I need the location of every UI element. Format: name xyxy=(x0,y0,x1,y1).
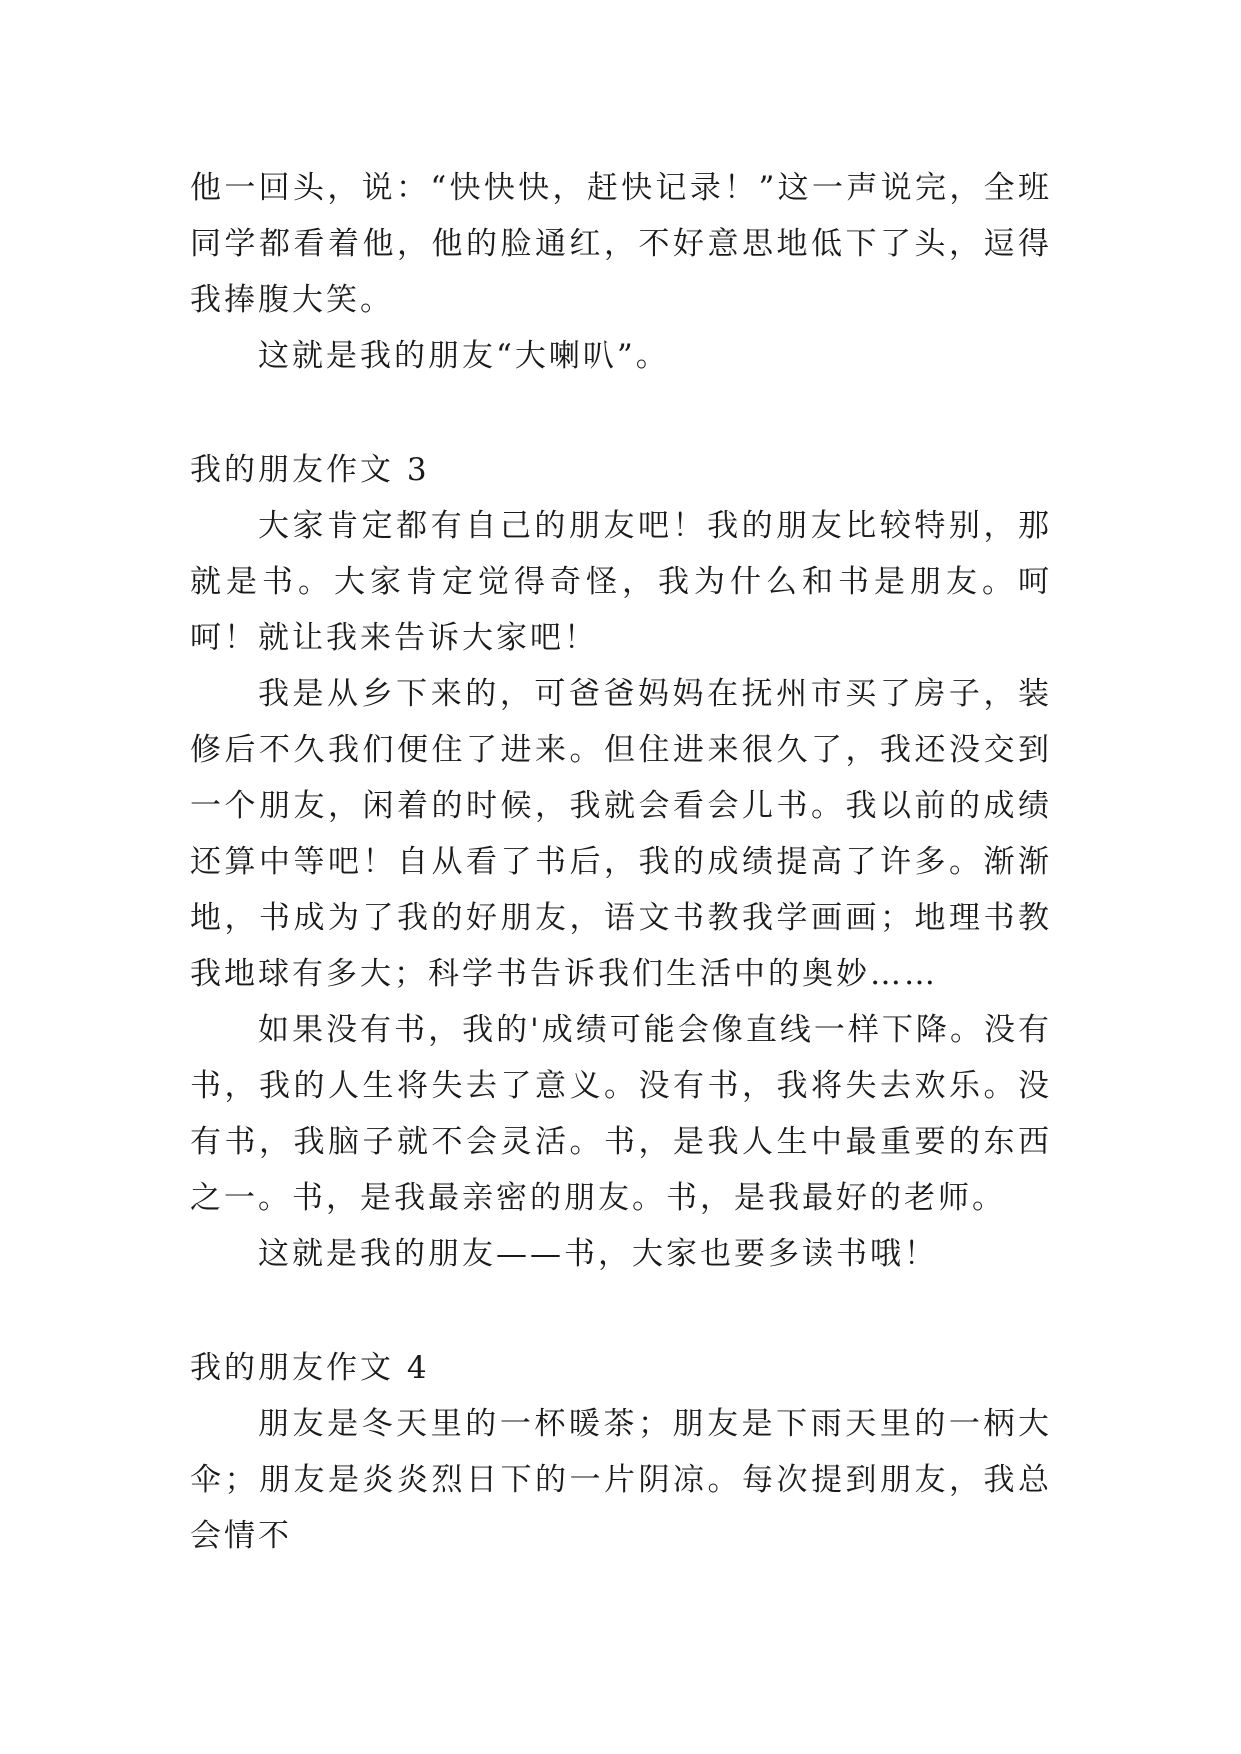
paragraph: 如果没有书，我的'成绩可能会像直线一样下降。没有书，我的人生将失去了意义。没有书，我将失去欢乐。没有书，我脑子就不会灵活。书，是我人生中最重要的东西之一。书，是我最亲密的朋友。书，是我最好的老师。 xyxy=(190,1012,1052,1216)
paragraph: 我是从乡下来的，可爸爸妈妈在抚州市买了房子，装修后不久我们便住了进来。但住进来很久了，我还没交到一个朋友，闲着的时候，我就会看会儿书。我以前的成绩还算中等吧！自从看了书后，我的成绩提高了许多。渐渐地，书成为了我的好朋友，语文书教我学画画；地理书教我地球有多大；科学书告诉我们生活中的奥妙…… xyxy=(190,676,1052,992)
section-title: 我的朋友作文 3 xyxy=(190,452,430,488)
section-gap xyxy=(190,1282,1052,1340)
paragraph: 他一回头，说：“快快快，赶快记录！”这一声说完，全班同学都看着他，他的脸通红，不好意思地低下了头，逗得我捧腹大笑。 xyxy=(190,170,1052,318)
paragraph: 大家肯定都有自己的朋友吧！我的朋友比较特别，那就是书。大家肯定觉得奇怪，我为什么和书是朋友。呵呵！就让我来告诉大家吧！ xyxy=(190,508,1052,656)
document-page xyxy=(190,160,1052,1564)
section-title: 我的朋友作文 4 xyxy=(190,1350,430,1386)
paragraph: 这就是我的朋友“大喇叭”。 xyxy=(258,338,670,374)
paragraph: 这就是我的朋友——书，大家也要多读书哦！ xyxy=(258,1236,938,1272)
paragraph: 朋友是冬天里的一杯暖茶；朋友是下雨天里的一柄大伞；朋友是炎炎烈日下的一片阴凉。每次提到朋友，我总会情不 xyxy=(190,1406,1052,1554)
section-gap xyxy=(190,384,1052,442)
